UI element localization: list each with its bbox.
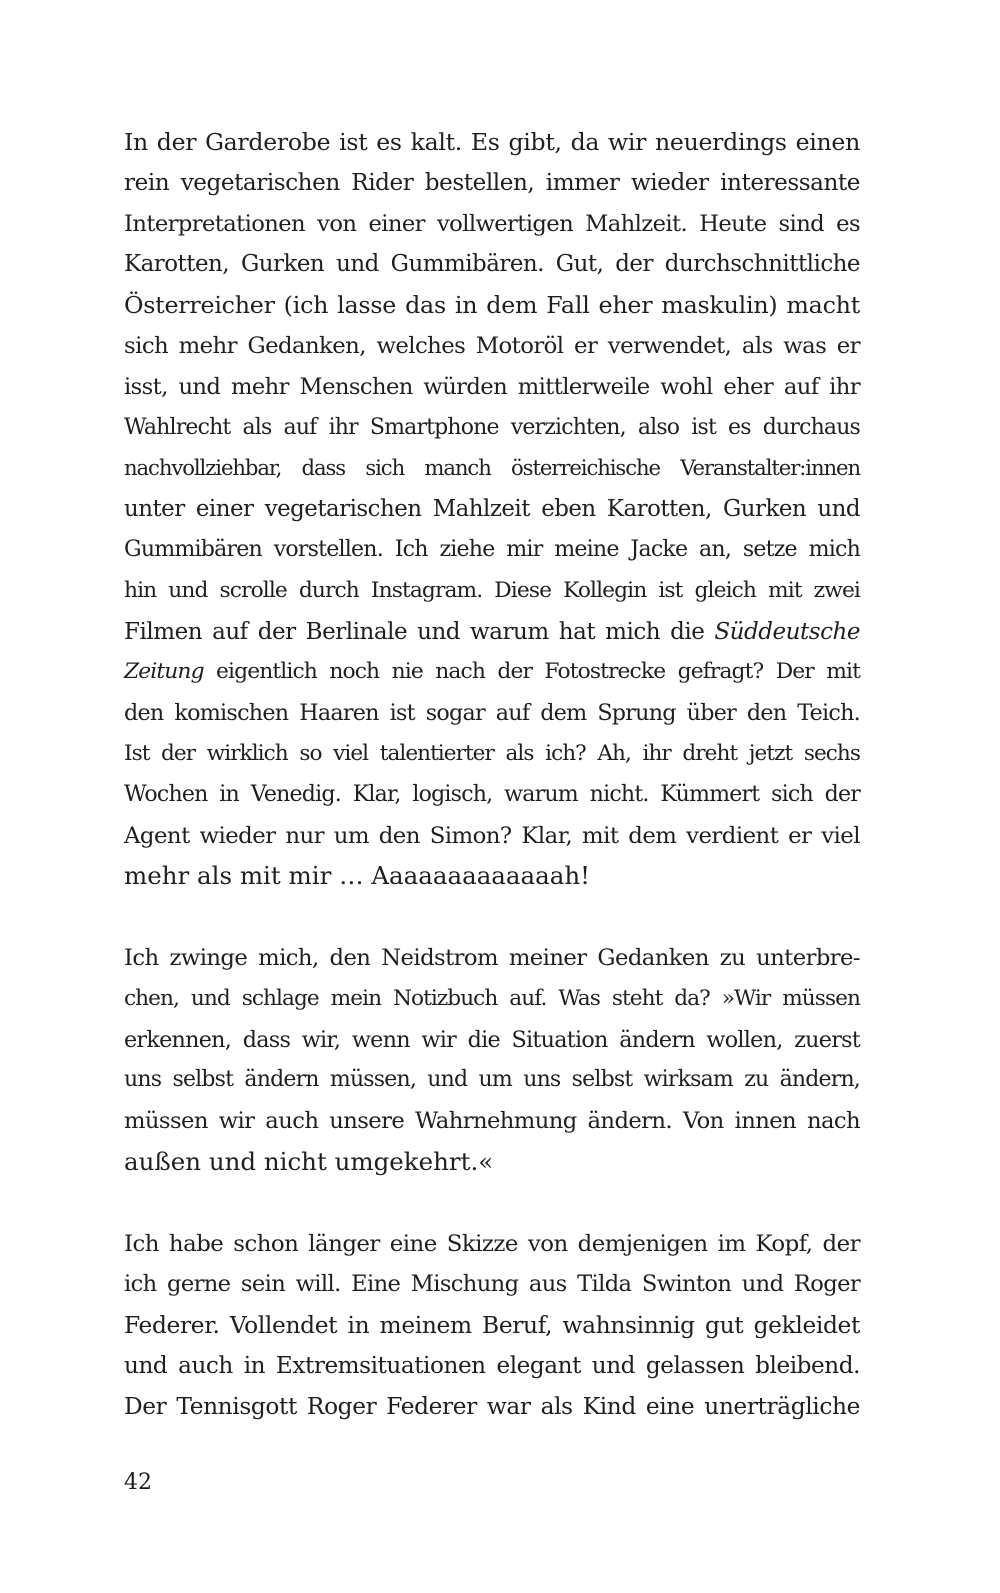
paragraph-2: [124, 938, 860, 1183]
text-line: Wochen in Venedig. Klar, logisch, warum nicht. Kümmert sich der: [124, 781, 860, 807]
text-line: Ich habe schon länger eine Skizze von demjenigen im Kopf, der: [124, 1230, 860, 1257]
text-line: mehr als mit mir … Aaaaaaaaaaaaah!: [124, 861, 590, 891]
page-number: 42: [124, 1470, 152, 1495]
text-line: nachvollziehbar, dass sich manch österreichische Veranstalter:innen: [124, 455, 860, 481]
text-line: müssen wir auch unsere Wahrnehmung ändern. Von innen nach: [124, 1108, 860, 1135]
text-segment: Filmen auf der Berlinale und warum hat mich die: [124, 618, 715, 645]
text-line: unter einer vegetarischen Mahlzeit eben Karotten, Gurken und: [124, 496, 860, 523]
text-line: Karotten, Gurken und Gummibären. Gut, der durchschnittliche: [124, 251, 860, 278]
text-line-with-italic: [124, 652, 860, 693]
text-segment: eigentlich noch nie nach der Fotostrecke gefragt? Der mit: [203, 659, 860, 685]
text-line: Der Tennisgott Roger Federer war als Kind eine unerträgliche: [124, 1392, 860, 1420]
text-line: sich mehr Gedanken, welches Motoröl er verwendet, als was er: [124, 332, 860, 359]
text-line: Federer. Vollendet in meinem Beruf, wahnsinnig gut gekleidet: [124, 1311, 860, 1340]
text-line: Agent wieder nur um den Simon? Klar, mit dem verdient er viel: [124, 822, 860, 849]
text-line: rein vegetarischen Rider bestellen, immer wieder interessante: [124, 169, 860, 196]
text-line: chen, und schlage mein Notizbuch auf. Was steht da? »Wir müssen: [124, 985, 860, 1011]
text-line: In der Garderobe ist es kalt. Es gibt, da wir neuerdings einen: [124, 128, 860, 156]
text-line: Österreicher (ich lasse das in dem Fall eher maskulin) macht: [124, 291, 860, 320]
text-line: Gummibären vorstellen. Ich ziehe mir meine Jacke an, setze mich: [124, 536, 860, 562]
text-line: Ist der wirklich so viel talentierter als ich? Ah, ihr dreht jetzt sechs: [124, 740, 860, 766]
text-line: erkennen, dass wir, wenn wir die Situation ändern wollen, zuerst: [124, 1026, 860, 1053]
paragraph-1: [124, 122, 860, 897]
text-line: außen und nicht umgekehrt.«: [124, 1146, 494, 1176]
text-line: Wahlrecht als auf ihr Smartphone verzichten, also ist es durchaus: [124, 414, 860, 440]
text-line: Interpretationen von einer vollwertigen Mahlzeit. Heute sind es: [124, 210, 860, 237]
text-line: isst, und mehr Menschen würden mittlerweile wohl eher auf ihr: [124, 373, 860, 400]
italic-title: Süddeutsche: [714, 618, 860, 645]
text-line: Ich zwinge mich, den Neidstrom meiner Gedanken zu unterbre-: [124, 944, 860, 971]
text-line: den komischen Haaren ist sogar auf dem Sprung über den Teich.: [124, 700, 860, 727]
book-page-body: [124, 122, 860, 1468]
text-line: ich gerne sein will. Eine Mischung aus Tilda Swinton und Roger: [124, 1271, 860, 1298]
text-line-with-italic: [124, 612, 860, 653]
text-line: und auch in Extremsituationen elegant und gelassen bleibend.: [124, 1352, 860, 1379]
paragraph-3: [124, 1224, 860, 1428]
italic-title: Zeitung: [124, 659, 204, 685]
text-line: hin und scrolle durch Instagram. Diese Kollegin ist gleich mit zwei: [124, 577, 860, 603]
text-line: uns selbst ändern müssen, und um uns selbst wirksam zu ändern,: [124, 1067, 860, 1093]
